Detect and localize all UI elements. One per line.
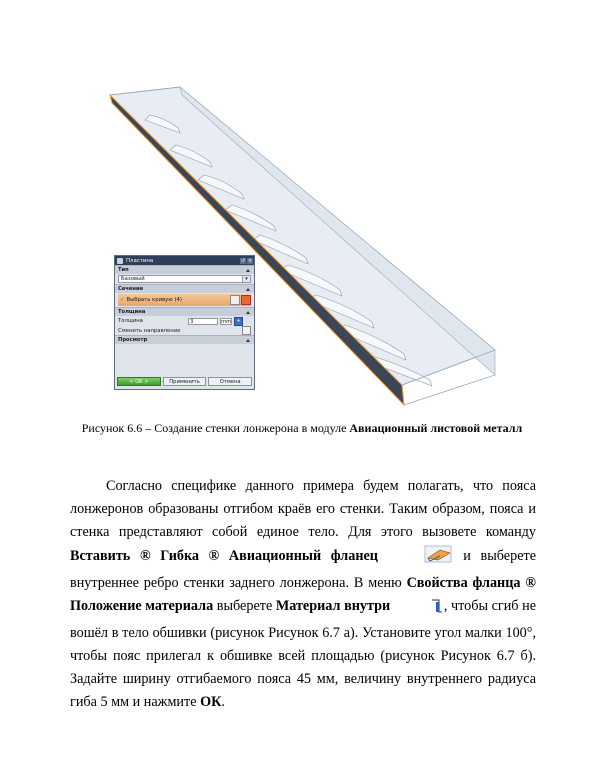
- plate-dialog: [114, 255, 255, 390]
- ok-button[interactable]: < OK >: [117, 377, 161, 386]
- thickness-unit[interactable]: mm: [221, 318, 232, 325]
- flip-direction-label: Сменить направление: [118, 327, 181, 334]
- text-5: .: [221, 694, 225, 710]
- sketch-icon[interactable]: [230, 295, 240, 305]
- figure-caption: [70, 420, 534, 436]
- type-select[interactable]: [118, 275, 251, 283]
- close-icon[interactable]: ×: [247, 257, 253, 264]
- apply-button[interactable]: Применить: [163, 377, 207, 386]
- flange-icon: [388, 544, 454, 572]
- check-icon: ✓: [120, 297, 125, 303]
- flip-direction-icon[interactable]: [242, 326, 251, 335]
- dialog-titlebar: [115, 256, 254, 265]
- text-4: , чтобы сгиб не вошёл в тело обшивки (рисунок Рисунок 6.7 а). Установите угол малки 100°, чтобы пояс прилегал к обшивке всей площадью (рисунок Рисунок 6.7 б). Задайте ширину отгибаемого пояса 45 мм, величину внутреннего радиуса гиба 5 мм и нажмите: [70, 598, 536, 710]
- section-preview[interactable]: Просмотр: [115, 335, 254, 344]
- caption-bold: Авиационный листовой металл: [349, 421, 523, 435]
- section-section[interactable]: Сечение: [115, 284, 254, 293]
- select-curve-row[interactable]: [118, 294, 251, 306]
- menu-path-2: Свойства фланца ® Положение материала: [70, 575, 536, 614]
- dialog-title: Пластина: [126, 257, 154, 264]
- formula-icon[interactable]: +: [234, 317, 243, 326]
- text-2: и выберете внутреннее ребро стенки заднего лонжерона. В меню: [70, 548, 536, 591]
- body-paragraph: [70, 475, 536, 714]
- cancel-button[interactable]: Отмена: [208, 377, 252, 386]
- text-3: выберете: [213, 598, 276, 614]
- type-value: Базовый: [121, 276, 145, 282]
- caption-prefix: Рисунок 6.6 – Создание стенки лонжерона в модуле: [81, 421, 350, 435]
- select-curve-label: Выбрать кривую (4): [126, 297, 182, 303]
- section-thickness[interactable]: Толщина: [115, 307, 254, 316]
- section-type[interactable]: Тип: [115, 265, 254, 274]
- curve-icon[interactable]: [241, 295, 251, 305]
- thickness-label: Толщина: [118, 318, 144, 324]
- dialog-app-icon: [117, 258, 123, 264]
- thickness-input[interactable]: 3: [188, 318, 218, 325]
- menu-path-3: Материал внутри: [275, 598, 391, 614]
- chevron-down-icon[interactable]: ▾: [242, 276, 250, 282]
- ok-bold: ОК: [200, 694, 222, 710]
- text-1: Согласно специфике данного примера будем полагать, что пояса лонжеронов образованы отгибом краёв его стенки. Таким образом, пояса и стенка представляют собой единое тело. Для этого вызовете команду: [70, 478, 536, 540]
- reset-icon[interactable]: ↺: [240, 257, 246, 264]
- material-inside-icon: [394, 598, 444, 622]
- menu-path-1: Вставить ® Гибка ® Авиационный фланец: [70, 548, 378, 564]
